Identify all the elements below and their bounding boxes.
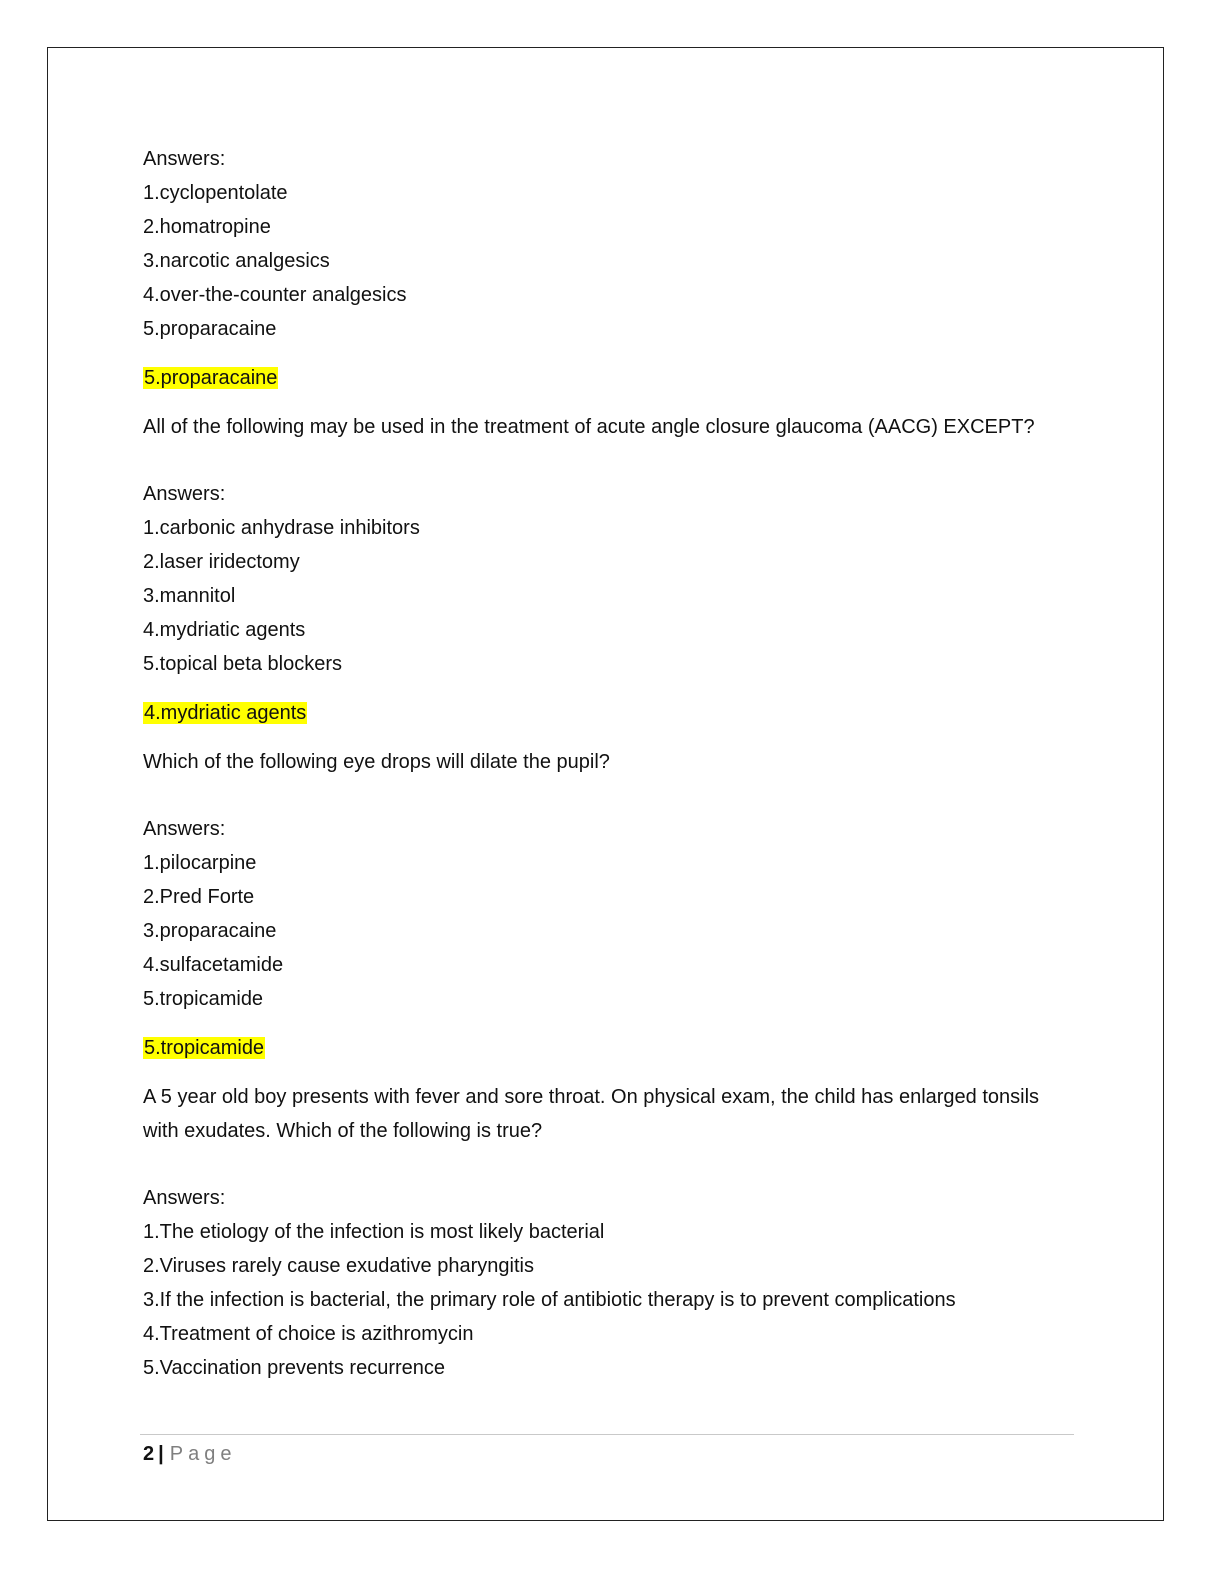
- correct-answer-highlight: 5.tropicamide: [144, 1037, 265, 1059]
- page-label: Page: [169, 1443, 237, 1465]
- footer-separator: |: [158, 1443, 164, 1465]
- answers-label: Answers:: [143, 1187, 226, 1209]
- answer-option: 4.sulfacetamide: [143, 954, 284, 976]
- answer-option: 2.Pred Forte: [143, 886, 255, 908]
- answer-option: 1.cyclopentolate: [143, 182, 288, 204]
- answer-option: 5.proparacaine: [143, 318, 277, 340]
- answers-label: Answers:: [143, 818, 226, 840]
- answers-label: Answers:: [143, 483, 226, 505]
- answer-option: 3.mannitol: [143, 585, 236, 607]
- document-body: [143, 142, 1063, 1385]
- answer-block-3: [143, 812, 1063, 1016]
- page-number: 2: [143, 1443, 155, 1465]
- answers-label: Answers:: [143, 148, 226, 170]
- answer-option: 2.homatropine: [143, 216, 271, 238]
- correct-answer-highlight: 4.mydriatic agents: [144, 702, 307, 724]
- question-text: All of the following may be used in the treatment of acute angle closure glaucoma (AACG) EXCEPT?: [143, 416, 1035, 438]
- answer-option: 5.topical beta blockers: [143, 653, 343, 675]
- answer-option: 3.If the infection is bacterial, the primary role of antibiotic therapy is to prevent complications: [143, 1289, 956, 1311]
- footer-divider: [140, 1434, 1074, 1435]
- answer-block-2: [143, 477, 1063, 681]
- answer-option: 3.proparacaine: [143, 920, 277, 942]
- answer-option: 5.Vaccination prevents recurrence: [143, 1357, 446, 1379]
- question-text: Which of the following eye drops will dilate the pupil?: [143, 751, 610, 773]
- page-footer: [143, 1440, 236, 1468]
- answer-block-1: [143, 142, 1063, 346]
- answer-option: 1.pilocarpine: [143, 852, 257, 874]
- correct-answer-highlight: 5.proparacaine: [144, 367, 278, 389]
- answer-option: 3.narcotic analgesics: [143, 250, 330, 272]
- answer-option: 4.mydriatic agents: [143, 619, 306, 641]
- answer-option: 1.The etiology of the infection is most likely bacterial: [143, 1221, 605, 1243]
- answer-option: 5.tropicamide: [143, 988, 264, 1010]
- answer-option: 2.laser iridectomy: [143, 551, 300, 573]
- answer-option: 4.over-the-counter analgesics: [143, 284, 407, 306]
- answer-option: 4.Treatment of choice is azithromycin: [143, 1323, 474, 1345]
- answer-option: 2.Viruses rarely cause exudative pharyngitis: [143, 1255, 534, 1277]
- question-text: A 5 year old boy presents with fever and sore throat. On physical exam, the child has enlarged tonsils with exudates. Which of the following is true?: [143, 1086, 1040, 1142]
- answer-block-4: [143, 1181, 1063, 1385]
- answer-option: 1.carbonic anhydrase inhibitors: [143, 517, 420, 539]
